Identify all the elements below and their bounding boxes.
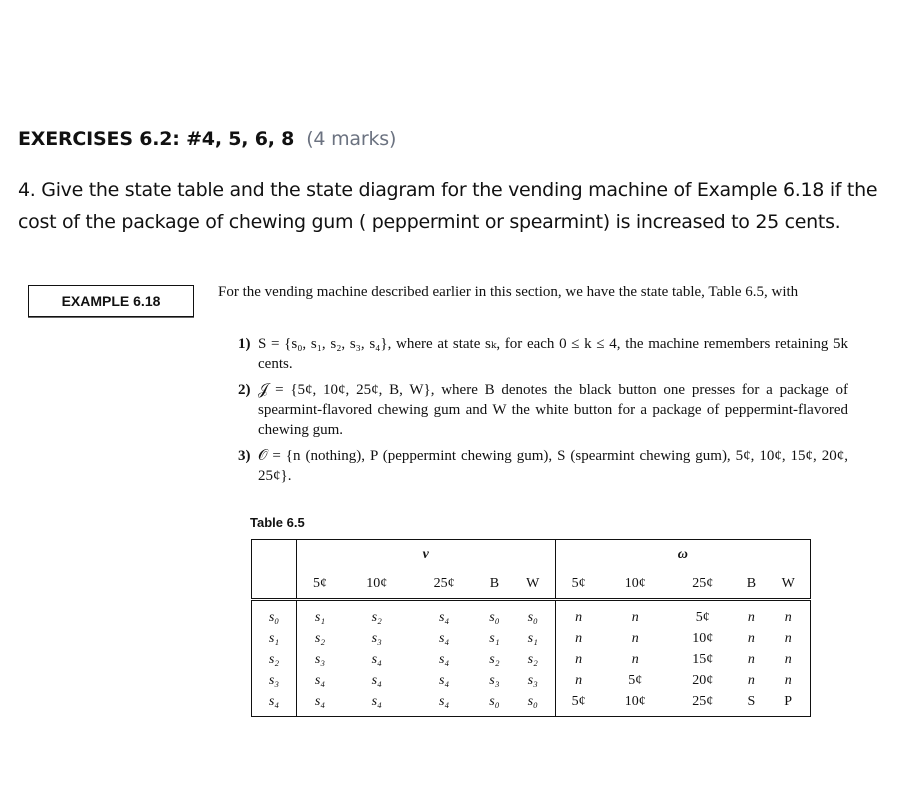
state-cell: s₃ xyxy=(268,672,280,688)
output-cell: n xyxy=(631,651,639,667)
example-intro: For the vending machine described earlier in this section, we have the state table, Table 6.5, with xyxy=(218,284,799,300)
state-cell: s₁ xyxy=(268,630,280,646)
definition-text: S = {s₀, s₁, s₂, s₃, s₄}, where at state sₖ, for each 0 ≤ k ≤ 4, the machine remembers retaining 5k cents. xyxy=(258,336,848,372)
table-group-row xyxy=(252,540,811,571)
output-cell: n xyxy=(555,600,602,629)
output-cell: P xyxy=(784,693,793,709)
next-state-cell: s₄ xyxy=(438,609,450,625)
definition-item xyxy=(238,380,848,440)
next-state-cell: s₄ xyxy=(438,630,450,646)
output-cell: n xyxy=(784,609,792,625)
table-row xyxy=(252,628,811,649)
output-cell: 20¢ xyxy=(692,672,714,688)
next-state-cell: s₁ xyxy=(527,630,538,646)
next-state-cell: s₄ xyxy=(438,693,450,709)
output-cell: n xyxy=(747,651,755,667)
nu-group-header: ν xyxy=(297,540,556,571)
output-cell: n xyxy=(784,651,792,667)
column-header: 5¢ xyxy=(297,570,344,600)
next-state-cell: s₄ xyxy=(438,651,450,667)
output-cell: n xyxy=(631,609,639,625)
next-state-cell: s₄ xyxy=(371,693,382,709)
table-row xyxy=(252,649,811,670)
output-cell: n xyxy=(784,672,792,688)
definition-number: 3) xyxy=(238,448,251,464)
output-cell: n xyxy=(747,630,755,646)
output-cell: n xyxy=(747,672,755,688)
output-cell: n xyxy=(555,649,602,670)
definition-number: 1) xyxy=(238,336,251,352)
column-header: 25¢ xyxy=(410,570,477,600)
example-label: EXAMPLE 6.18 xyxy=(28,285,194,317)
table-row xyxy=(252,670,811,691)
definition-item xyxy=(238,334,848,374)
next-state-cell: s₀ xyxy=(489,609,500,625)
output-cell: 10¢ xyxy=(624,693,646,709)
output-cell: n xyxy=(784,630,792,646)
column-header: 10¢ xyxy=(602,570,669,600)
output-cell: n xyxy=(631,630,639,646)
next-state-cell: s₄ xyxy=(371,651,382,667)
state-cell: s₂ xyxy=(268,651,280,667)
state-table xyxy=(251,539,811,717)
next-state-cell: s₄ xyxy=(371,672,382,688)
table-row xyxy=(252,600,811,629)
next-state-cell: s₃ xyxy=(371,630,382,646)
exercise-title: EXERCISES 6.2: #4, 5, 6, 8 xyxy=(18,128,295,150)
output-cell: 5¢ xyxy=(695,609,710,625)
question-text: 4. Give the state table and the state diagram for the vending machine of Example 6.18 if the cost of the package of chewing gum ( peppermint or spearmint) is increased to 25 cents. xyxy=(18,179,878,233)
output-cell: 15¢ xyxy=(692,651,714,667)
definition-text: 𝒥 = {5¢, 10¢, 25¢, B, W}, where B denotes the black button one presses for a package of spearmint-flavored chewing gum and W the white button for a package of peppermint-flavored chewing gum. xyxy=(258,382,848,438)
column-header: B xyxy=(736,570,766,600)
next-state-cell: s₄ xyxy=(297,670,344,691)
output-cell: 5¢ xyxy=(555,691,602,717)
column-header: 25¢ xyxy=(669,570,736,600)
next-state-cell: s₀ xyxy=(489,693,500,709)
definition-item xyxy=(238,446,848,486)
next-state-cell: s₃ xyxy=(297,649,344,670)
state-cell: s₄ xyxy=(268,693,280,709)
output-cell: 5¢ xyxy=(628,672,643,688)
table-header-row xyxy=(252,570,811,600)
column-header: B xyxy=(478,570,511,600)
omega-group-header: ω xyxy=(555,540,810,571)
next-state-cell: s₀ xyxy=(527,693,538,709)
column-header: W xyxy=(766,570,810,600)
output-cell: S xyxy=(747,693,756,709)
exercise-heading xyxy=(18,128,396,150)
next-state-cell: s₃ xyxy=(489,672,500,688)
next-state-cell: s₀ xyxy=(527,609,538,625)
next-state-cell: s₂ xyxy=(489,651,500,667)
definition-text: 𝒪 = {n (nothing), P (peppermint chewing gum), S (spearmint chewing gum), 5¢, 10¢, 15¢, 20¢, 25¢}. xyxy=(258,448,848,484)
next-state-cell: s₄ xyxy=(297,691,344,717)
next-state-cell: s₃ xyxy=(527,672,538,688)
output-cell: n xyxy=(555,670,602,691)
state-cell: s₀ xyxy=(268,609,280,625)
output-cell: n xyxy=(747,609,755,625)
output-cell: n xyxy=(555,628,602,649)
next-state-cell: s₂ xyxy=(297,628,344,649)
example-definitions xyxy=(238,334,848,492)
definition-number: 2) xyxy=(238,382,251,398)
next-state-cell: s₂ xyxy=(527,651,538,667)
column-header: W xyxy=(511,570,555,600)
output-cell: 10¢ xyxy=(692,630,714,646)
column-header: 10¢ xyxy=(343,570,410,600)
next-state-cell: s₁ xyxy=(297,600,344,629)
output-cell: 25¢ xyxy=(692,693,714,709)
table-title: Table 6.5 xyxy=(250,515,305,530)
next-state-cell: s₄ xyxy=(438,672,450,688)
column-header: 5¢ xyxy=(555,570,602,600)
next-state-cell: s₁ xyxy=(489,630,500,646)
table-row xyxy=(252,691,811,717)
next-state-cell: s₂ xyxy=(371,609,382,625)
exercise-marks: (4 marks) xyxy=(306,128,397,150)
